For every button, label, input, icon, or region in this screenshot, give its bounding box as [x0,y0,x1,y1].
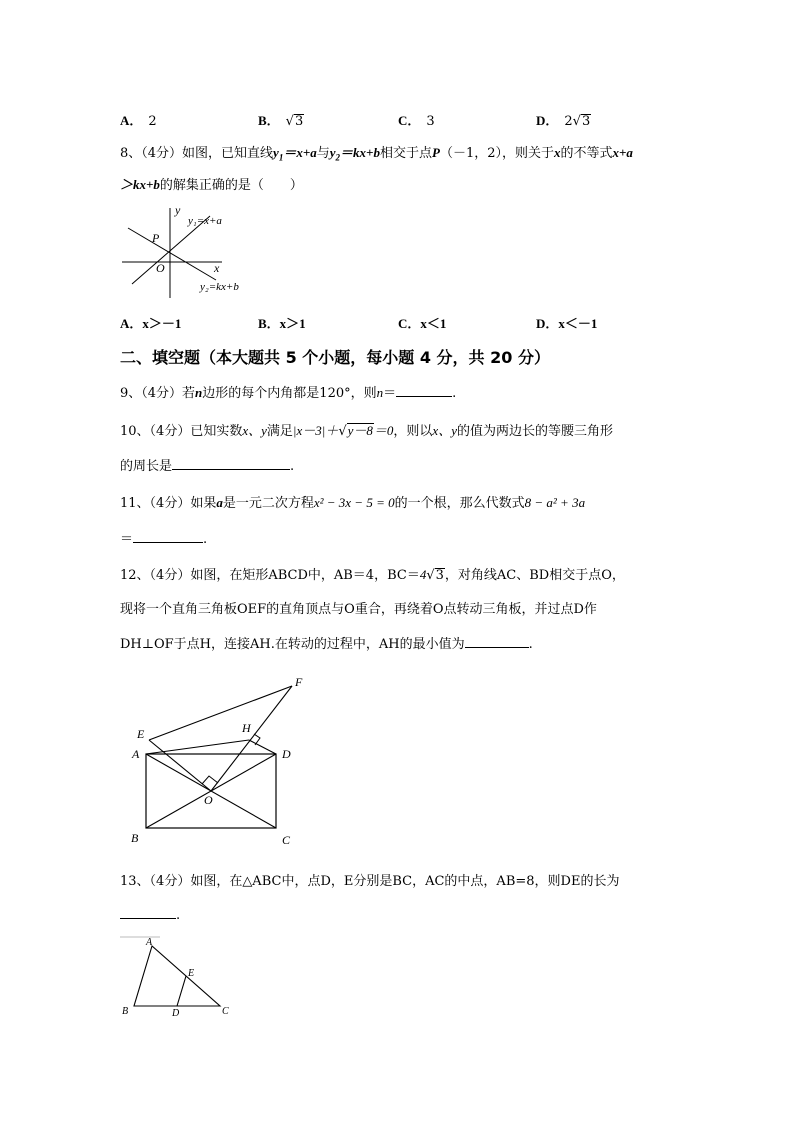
section-title: 二、填空题（本大题共 5 个小题，每小题 4 分，共 20 分） [120,348,550,367]
q11-text-line1: 11、（4分）如果a是一元二次方程x² − 3x − 5 = 0的一个根，那么代数式8 − a² + 3a [120,495,586,511]
q12-right-angle-o [202,776,218,784]
q12-label-a: A [132,747,140,761]
q11-text-line2: ＝ . [120,532,208,547]
q7-option-b: B． √3 [258,113,304,129]
q8-origin-label: O [156,261,165,275]
q8-line2-label: y₂=kx+b [200,281,239,293]
q13-label-b: B [122,1006,129,1017]
q8-text-line2: ＞kx+b的解集正确的是（ ） [120,177,303,193]
q12-label-d: D [282,747,291,761]
q13-answer-blank [120,906,176,919]
q12-answer-blank [465,635,529,648]
q12-text-line2: 现将一个直角三角板OEF的直角顶点与O重合，再绕着O点转动三角板，并过点D作 [120,602,597,617]
q13-label-e: E [188,968,195,979]
q12-label-b: B [131,831,139,845]
q7-option-c: C． 3 [398,113,435,129]
q12-figure [126,672,316,852]
q13-figure [120,934,240,1024]
q13-label-a: A [146,937,153,948]
q8-line1-label: y₁=x+a [188,215,222,227]
q8-option-b: B．x＞1 [258,316,306,331]
q10-answer-blank [172,457,290,470]
q8-y-axis-label: y [175,203,181,217]
q8-x-axis-label: x [214,261,220,275]
q12-text-line1: 12、（4分）如图，在矩形ABCD中，AB＝4，BC＝4√3，对角线AC、BD相交于点O， [120,567,625,583]
q12-label-h: H [242,721,251,735]
q7-option-d: D． 2√3 [536,113,591,129]
q8-option-a: A．x＞－1 [120,316,182,331]
q13-triangle-abc [134,946,220,1006]
q10-text-line2: 的周长是 . [120,459,295,474]
q13-segment-de [177,976,186,1006]
q12-segment-dh [249,740,276,754]
q8-figure [118,200,268,300]
q12-label-f: F [295,675,303,689]
q9-text: 9、（4分）若n边形的每个内角都是120°，则n＝ . [120,385,457,401]
q8-option-d: D．x＜－1 [536,316,598,331]
q12-label-e: E [137,727,145,741]
q12-segment-ah [146,740,249,754]
q8-line-y2 [128,228,216,280]
q12-segment-oe [149,740,211,791]
q12-text-line3: DH⊥OF于点H，连接AH.在转动的过程中，AH的最小值为 . [120,637,533,652]
q12-label-o: O [204,793,213,807]
q8-text-line1: 8、（4分）如图，已知直线$y_1=x+a$与$y_2=kx+b$相交于点P（－1，2），则关于x的不等式x+a [120,145,633,163]
q8-point-label: P [152,231,160,245]
q10-text-line1: 10、（4分）已知实数x、y满足|x－3|＋√y－8＝0，则以x、y的值为两边长的等腰三角形 [120,423,613,439]
q13-label-c: C [222,1006,229,1017]
q13-text-line2: . [120,906,180,925]
q12-label-c: C [282,833,291,847]
q11-answer-blank [133,530,203,543]
q13-label-d: D [172,1008,180,1019]
q7-option-a: A． 2 [120,113,157,129]
q8-option-c: C．x＜1 [398,316,447,331]
q13-text-line1: 13、（4分）如图，在△ABC中，点D，E分别是BC，AC的中点，AB=8，则DE的长为 [120,874,620,889]
q9-answer-blank [396,384,452,397]
